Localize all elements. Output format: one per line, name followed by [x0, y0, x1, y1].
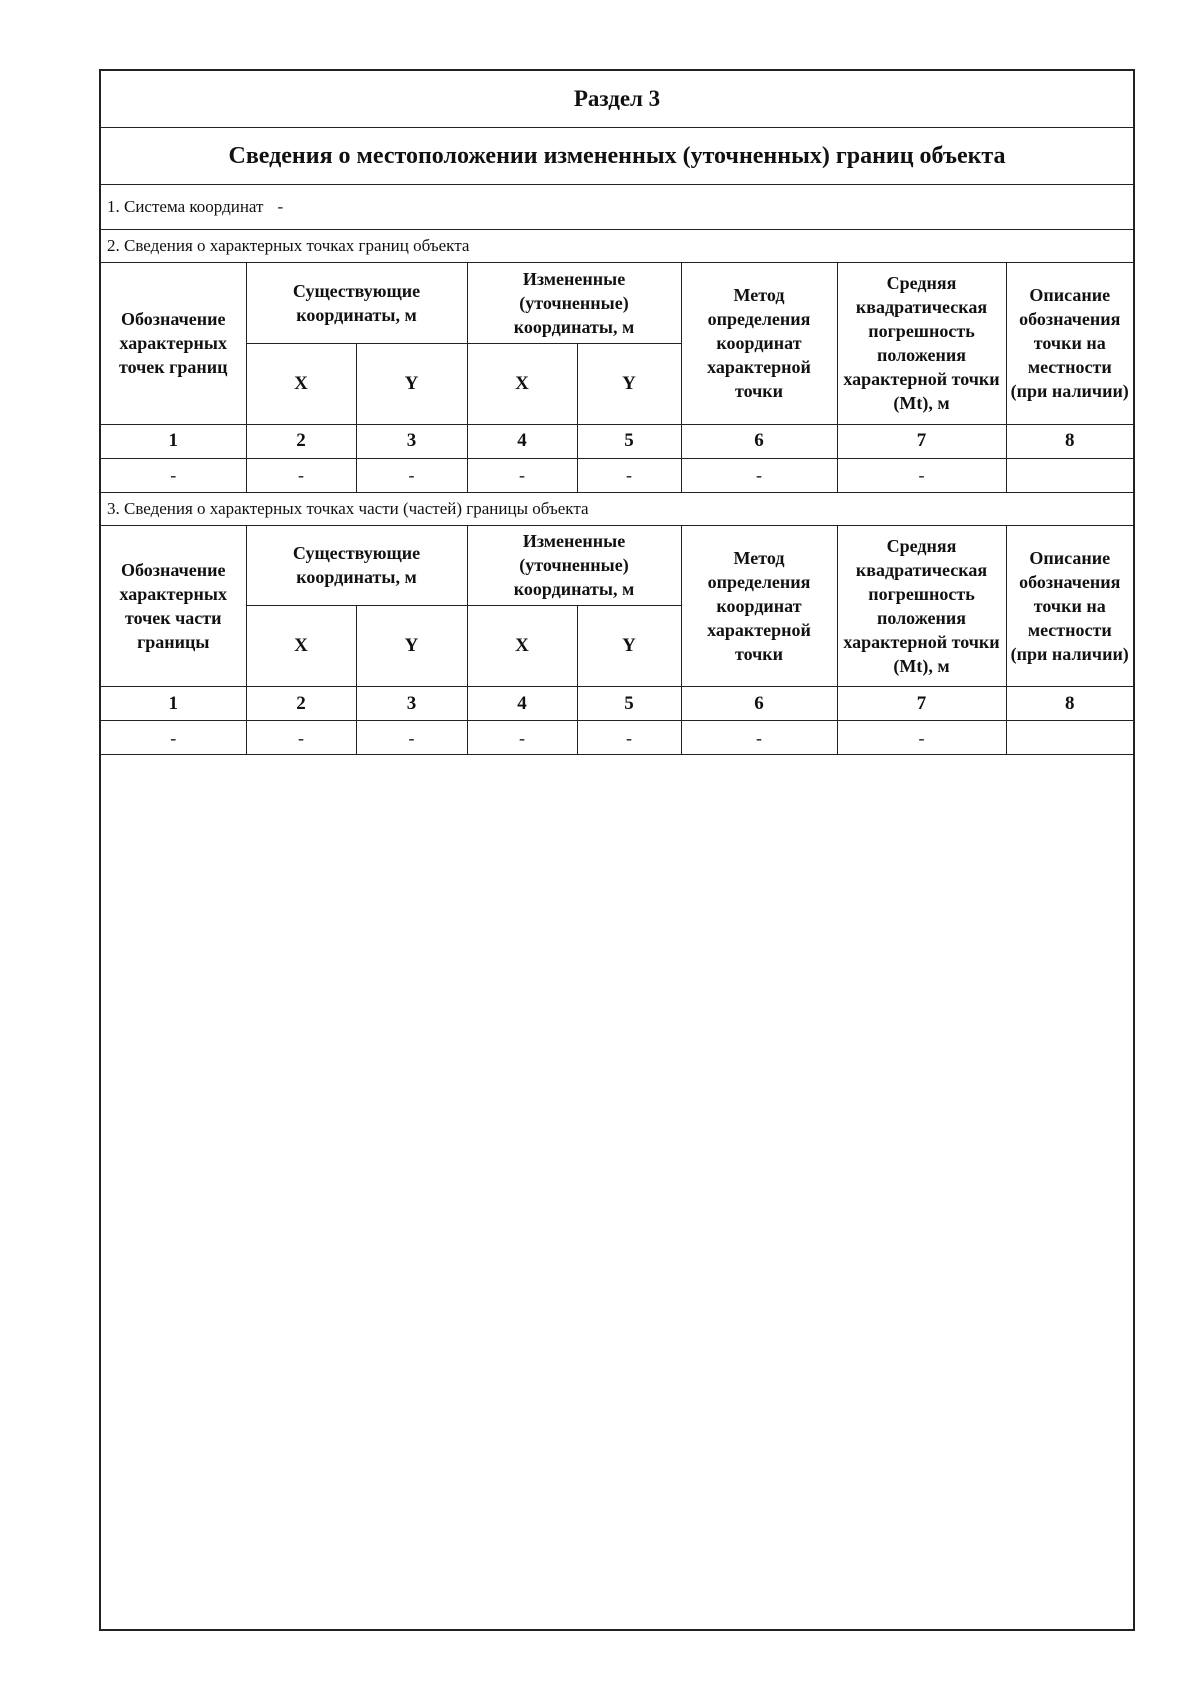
table1-cell: -	[837, 458, 1006, 492]
coord-system-value: -	[277, 197, 284, 216]
table2-header-x-changed: X	[467, 606, 577, 687]
table1-col-number: 5	[577, 424, 681, 458]
table2-col-number: 1	[101, 687, 246, 721]
table1-cell: -	[681, 458, 837, 492]
table2-header-y-existing: Y	[356, 606, 467, 687]
table1-header-existing: Существующие координаты, м	[246, 263, 467, 343]
table2-col-number: 4	[467, 687, 577, 721]
table1-cell: -	[467, 458, 577, 492]
table1-col-number: 6	[681, 424, 837, 458]
table1-cell	[1006, 458, 1133, 492]
table2-header-designation: Обозначение характерных точек части границы	[101, 526, 246, 687]
section-title: Раздел 3	[101, 71, 1133, 128]
table1-header-designation: Обозначение характерных точек границ	[101, 263, 246, 424]
table1-header-y-changed: Y	[577, 343, 681, 424]
table2-cell: -	[467, 721, 577, 755]
table2-col-number: 6	[681, 687, 837, 721]
document-frame	[99, 69, 1135, 1631]
table2	[101, 526, 1133, 756]
table1-number-row	[101, 424, 1133, 458]
table2-header-error: Средняя квадратическая погрешность положения характерной точки (Mt), м	[837, 526, 1006, 687]
table1	[101, 263, 1133, 493]
table2-number-row	[101, 687, 1133, 721]
table1-col-number: 8	[1006, 424, 1133, 458]
table1-col-number: 3	[356, 424, 467, 458]
table-row	[101, 721, 1133, 755]
table2-cell	[1006, 721, 1133, 755]
table1-header-changed: Измененные (уточненные) координаты, м	[467, 263, 681, 343]
table1-header-description: Описание обозначения точки на местности (при наличии)	[1006, 263, 1133, 424]
table1-col-number: 7	[837, 424, 1006, 458]
table2-header-changed: Измененные (уточненные) координаты, м	[467, 526, 681, 606]
table1-caption: 2. Сведения о характерных точках границ объекта	[101, 230, 1133, 263]
table-row	[101, 458, 1133, 492]
main-title: Сведения о местоположении измененных (уточненных) границ объекта	[101, 128, 1133, 185]
table1-cell: -	[577, 458, 681, 492]
coord-system-label: 1. Система координат	[107, 197, 264, 216]
table2-header-method: Метод определения координат характерной точки	[681, 526, 837, 687]
table2-header-description: Описание обозначения точки на местности (при наличии)	[1006, 526, 1133, 687]
table2-caption: 3. Сведения о характерных точках части (частей) границы объекта	[101, 493, 1133, 526]
table2-header-existing: Существующие координаты, м	[246, 526, 467, 606]
table2-cell: -	[101, 721, 246, 755]
table2-col-number: 7	[837, 687, 1006, 721]
table1-header-method: Метод определения координат характерной точки	[681, 263, 837, 424]
table2-cell: -	[356, 721, 467, 755]
table1-cell: -	[356, 458, 467, 492]
table2-cell: -	[577, 721, 681, 755]
coord-system-row	[101, 185, 1133, 230]
table1-header-x-changed: X	[467, 343, 577, 424]
table2-header-x-existing: X	[246, 606, 356, 687]
table1-col-number: 4	[467, 424, 577, 458]
table1-cell: -	[246, 458, 356, 492]
table2-col-number: 2	[246, 687, 356, 721]
table1-header-x-existing: X	[246, 343, 356, 424]
table2-header-y-changed: Y	[577, 606, 681, 687]
table1-col-number: 2	[246, 424, 356, 458]
table2-cell: -	[837, 721, 1006, 755]
table1-cell: -	[101, 458, 246, 492]
table2-cell: -	[246, 721, 356, 755]
table1-col-number: 1	[101, 424, 246, 458]
table2-col-number: 5	[577, 687, 681, 721]
table2-cell: -	[681, 721, 837, 755]
table2-col-number: 8	[1006, 687, 1133, 721]
table2-col-number: 3	[356, 687, 467, 721]
table1-header-error: Средняя квадратическая погрешность положения характерной точки (Mt), м	[837, 263, 1006, 424]
table1-header-y-existing: Y	[356, 343, 467, 424]
